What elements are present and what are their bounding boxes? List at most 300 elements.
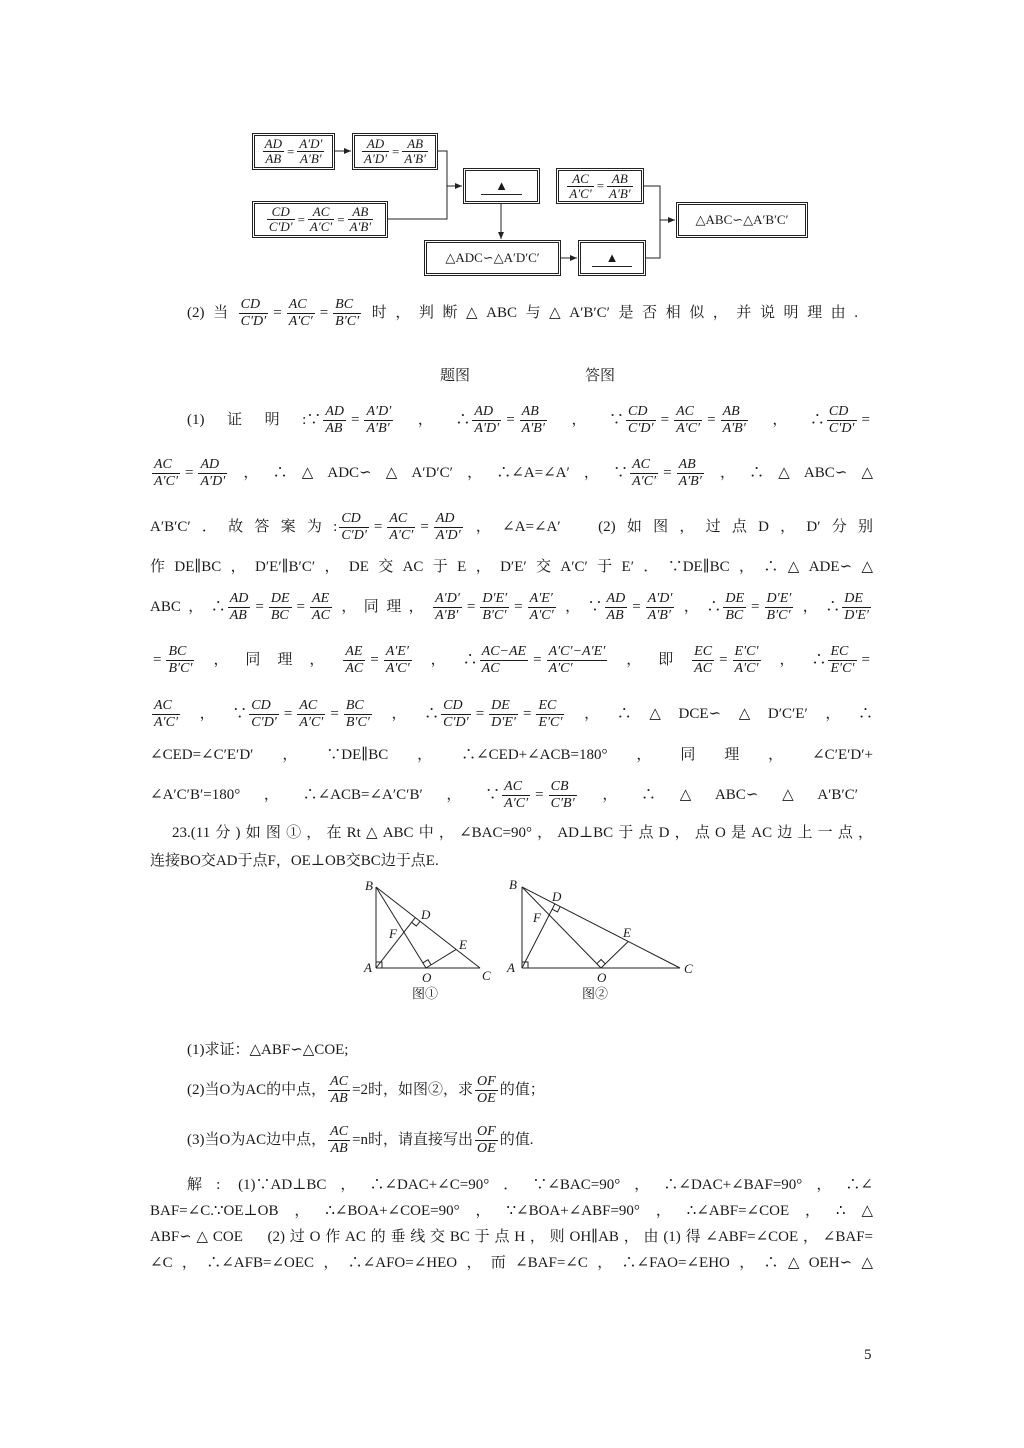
fraction-denominator: C′D′ xyxy=(828,421,855,437)
fraction xyxy=(348,205,374,234)
fraction-denominator: C′D′ xyxy=(240,314,267,330)
fraction xyxy=(269,591,292,624)
fraction xyxy=(308,205,334,234)
fraction-numerator: AC−AE xyxy=(481,644,527,660)
fraction xyxy=(475,1124,498,1157)
bracket-join-right xyxy=(644,186,660,258)
fraction-numerator: AE xyxy=(343,644,365,661)
fraction-denominator: A′C′ xyxy=(529,608,554,624)
fraction-denominator: C′D′ xyxy=(268,219,293,234)
solution-line xyxy=(187,400,873,440)
fraction-denominator: OE xyxy=(477,1091,496,1107)
fraction xyxy=(343,644,365,677)
fraction xyxy=(152,698,180,731)
fraction-numerator: AC xyxy=(567,172,593,187)
fraction-numerator: AC xyxy=(297,698,325,715)
fraction-numerator: EC xyxy=(828,644,856,661)
fraction xyxy=(721,404,748,437)
segment-bc xyxy=(376,887,480,968)
fraction-denominator: AB xyxy=(265,151,282,166)
fraction-numerator: EC xyxy=(536,698,564,715)
text-run: ，∠A=∠A′ (2)如图，过点D，D′分别 xyxy=(464,519,874,535)
point-label-o: O xyxy=(597,970,607,985)
fraction-numerator: A′E′ xyxy=(384,644,412,661)
fraction xyxy=(630,457,658,490)
fraction-denominator: A′C′ xyxy=(504,796,529,812)
fraction-denominator: A′C′ xyxy=(734,661,759,677)
fraction-numerator: AB xyxy=(348,205,374,220)
fraction xyxy=(344,698,372,731)
fraction xyxy=(520,404,547,437)
fraction xyxy=(297,137,324,166)
blank-triangle-mark: ▲ xyxy=(481,178,522,195)
fraction-numerator: BC xyxy=(333,297,361,314)
fraction-denominator: BC xyxy=(725,608,744,624)
fraction-denominator: A′B′ xyxy=(349,219,372,234)
point-label-d: D xyxy=(421,907,431,922)
equals-sign: = xyxy=(522,706,532,722)
fraction-numerator: CB xyxy=(549,779,577,796)
fraction xyxy=(765,591,794,624)
fraction-denominator: AC xyxy=(481,661,500,677)
fraction-numerator: AC xyxy=(287,297,315,314)
fraction xyxy=(723,591,746,624)
segment-ad xyxy=(522,904,555,968)
fraction-numerator: AC xyxy=(152,457,180,474)
right-angle-mark-d xyxy=(552,907,560,912)
fraction-denominator: AC xyxy=(312,608,330,624)
fraction-numerator: A′D′ xyxy=(366,404,392,420)
fraction xyxy=(152,457,180,490)
equals-sign: = xyxy=(596,178,605,193)
fraction-denominator: A′D′ xyxy=(364,151,388,166)
fraction xyxy=(827,404,857,437)
fraction-denominator: A′C′ xyxy=(288,314,313,330)
fraction-denominator: C′D′ xyxy=(628,421,654,437)
point-label-f: F xyxy=(533,910,541,925)
fraction-denominator: C′D′ xyxy=(443,715,469,731)
fraction-denominator: A′C′ xyxy=(309,219,333,234)
equals-sign: = xyxy=(373,519,383,535)
fraction-numerator: AB xyxy=(520,404,547,421)
fraction-denominator: AB xyxy=(229,608,247,624)
text-run: ∠CED=∠C′E′D′，∵DE∥BC，∴∠CED+∠ACB=180°，同理，∠C′E′D′+ xyxy=(150,747,873,763)
equals-sign: = xyxy=(351,412,360,428)
flow-box-similar-abc xyxy=(676,202,808,238)
text-run: ，∵ xyxy=(548,412,625,428)
equals-sign: = xyxy=(286,143,295,159)
solution-line xyxy=(150,453,873,493)
fraction xyxy=(228,591,251,624)
fraction xyxy=(842,591,871,624)
flow-box-similar-adc xyxy=(424,240,561,276)
fraction-numerator: AC xyxy=(630,457,658,474)
text-run: ，∴△ADC∽△A′D′C′，∴∠A=∠A′，∵ xyxy=(229,465,629,481)
fraction xyxy=(502,779,530,812)
fraction xyxy=(434,511,463,544)
flow-box-given-ratio xyxy=(252,133,335,170)
equals-sign: = xyxy=(533,652,542,668)
text-run: ，即 xyxy=(609,652,691,668)
fraction xyxy=(536,698,564,731)
fraction-denominator: A′B′ xyxy=(435,608,459,624)
fraction-numerator: AD xyxy=(606,591,626,607)
text-run: ，∴ xyxy=(676,599,722,615)
fraction-denominator: AB xyxy=(606,608,624,624)
page-number: 5 xyxy=(864,1347,872,1363)
fraction xyxy=(605,591,628,624)
fraction-numerator: AC xyxy=(674,404,702,421)
fraction xyxy=(489,698,518,731)
fraction xyxy=(547,644,608,677)
fraction-numerator: AD xyxy=(325,404,345,420)
equals-sign: = xyxy=(185,465,194,481)
fraction xyxy=(249,698,279,731)
segment-bc xyxy=(522,887,680,968)
fraction xyxy=(402,137,428,166)
fraction-denominator: A′C′ xyxy=(385,661,410,677)
equals-sign: = xyxy=(466,599,476,615)
fraction-numerator: AE xyxy=(310,591,332,608)
fraction-numerator: AD xyxy=(472,404,501,421)
fraction-denominator: B′C′ xyxy=(168,661,193,677)
fraction-denominator: AC xyxy=(345,661,364,677)
equals-sign: = xyxy=(153,652,162,668)
equals-sign: = xyxy=(535,787,544,803)
point-label-a: A xyxy=(364,960,372,975)
question-figure-label: 题图 xyxy=(440,368,471,384)
text-run: (1)求证：△ABF∽△COE; xyxy=(187,1042,349,1058)
fraction-denominator: A′C′ xyxy=(569,185,592,201)
figure-2-caption: 图② xyxy=(581,986,609,1001)
text-run: A′B′C′．故答案为: xyxy=(150,519,338,535)
fraction-denominator: A′C′ xyxy=(632,474,657,490)
fraction-denominator: B′C′ xyxy=(335,314,360,330)
problem-23-answer-line xyxy=(150,1243,873,1283)
text-run: 连接BO交AD于点F，OE⊥OB交BC边于点E. xyxy=(150,853,439,869)
flow-box-blank-step-1 xyxy=(463,168,540,204)
fraction-denominator: A′D′ xyxy=(435,528,461,544)
fraction-denominator: A′B′ xyxy=(300,151,322,166)
fraction xyxy=(828,644,856,677)
text-run: (2)当O为AC的中点， xyxy=(187,1082,327,1098)
fraction-numerator: AC xyxy=(502,779,530,796)
fraction xyxy=(528,591,556,624)
fraction xyxy=(646,591,675,624)
fraction xyxy=(267,205,295,234)
flow-box-given-three-ratios xyxy=(252,201,388,238)
text-run: 的值. xyxy=(499,1132,534,1148)
text-run: 时，判断△ABC与△A′B′C′是否相似，并说明理由. xyxy=(363,305,858,321)
fraction xyxy=(387,511,415,544)
fraction xyxy=(339,511,369,544)
figure-1 xyxy=(363,878,491,1001)
fraction xyxy=(733,644,761,677)
point-label-e: E xyxy=(623,925,631,940)
fraction-denominator: A′C′ xyxy=(299,715,324,731)
equals-sign: = xyxy=(283,706,293,722)
equals-sign: = xyxy=(319,305,329,321)
fraction-denominator: AB xyxy=(330,1091,348,1107)
fraction-denominator: AB xyxy=(330,1141,348,1157)
figure-1-caption: 图① xyxy=(411,986,439,1001)
text-run: 的值； xyxy=(499,1082,545,1098)
fraction xyxy=(549,779,577,812)
fraction-numerator: E′C′ xyxy=(734,644,759,660)
segment-ad xyxy=(376,918,415,968)
fraction xyxy=(441,698,471,731)
fraction-denominator: A′B′ xyxy=(722,421,746,437)
fraction xyxy=(323,404,346,437)
fraction xyxy=(166,644,194,677)
fraction-numerator: A′D′ xyxy=(435,591,460,607)
text-run: ABF∽△COE (2)过O作AC的垂线交BC于点H，则OH∥AB，由(1)得∠ABF=∠COE，∠BAF= xyxy=(150,1229,873,1245)
segment-oe xyxy=(601,942,628,969)
fraction xyxy=(310,591,332,624)
text-run: ABC，∴ xyxy=(150,599,226,615)
text-run: (2)当 xyxy=(187,305,237,321)
fraction-denominator: BC xyxy=(270,608,289,624)
fraction-denominator: D′E′ xyxy=(491,715,516,731)
text-run: ，∵ xyxy=(182,706,248,722)
equals-sign: = xyxy=(255,599,264,615)
figure-2 xyxy=(506,877,693,1001)
fraction-numerator: AB xyxy=(402,137,428,152)
fraction xyxy=(328,1124,350,1157)
equals-sign: = xyxy=(707,412,716,428)
fraction-numerator: CD xyxy=(267,205,295,220)
fraction-denominator: D′E′ xyxy=(844,608,869,624)
equals-sign: = xyxy=(660,412,670,428)
fraction-numerator: AB xyxy=(677,457,704,474)
fraction-denominator: AC xyxy=(694,661,713,677)
fraction-numerator: A′D′ xyxy=(647,591,673,607)
fraction-numerator: DE xyxy=(489,698,518,715)
equals-sign: = xyxy=(337,211,345,227)
point-label-f: F xyxy=(389,926,397,941)
point-label-b: B xyxy=(365,878,373,893)
equals-sign: = xyxy=(420,519,429,535)
fraction-denominator: AB xyxy=(325,421,343,437)
text-run: ，∴△ABC∽△ xyxy=(705,465,873,481)
segment-oe xyxy=(426,949,456,968)
fraction-numerator: CD xyxy=(239,297,269,314)
fraction xyxy=(480,644,528,677)
text-run: ∠A′C′B′=180°，∴∠ACB=∠A′C′B′，∵ xyxy=(150,787,501,803)
fraction-numerator: AC xyxy=(330,1124,349,1140)
fraction xyxy=(607,172,633,201)
solution-line xyxy=(150,507,873,547)
problem-23-stem-line xyxy=(150,841,873,881)
fraction-numerator: AC xyxy=(330,1074,349,1090)
point-label-e: E xyxy=(459,937,467,952)
point-label-d: D xyxy=(552,889,562,904)
fraction-denominator: A′D′ xyxy=(200,474,226,490)
fraction xyxy=(433,591,462,624)
flow-box-rearranged-ratio xyxy=(352,133,438,170)
fraction-denominator: C′D′ xyxy=(341,528,367,544)
fraction-numerator: DE xyxy=(725,591,745,607)
text-run: =2时，如图②，求 xyxy=(352,1082,474,1098)
fraction xyxy=(677,457,704,490)
fraction xyxy=(297,698,325,731)
fraction-numerator: D′E′ xyxy=(482,591,508,607)
flow-box-ratio-ac-ab xyxy=(556,168,644,204)
fraction xyxy=(692,644,714,677)
fraction xyxy=(364,404,393,437)
fraction xyxy=(674,404,702,437)
fraction-numerator: AD xyxy=(229,591,249,607)
text-run: ，∴ xyxy=(762,652,827,668)
fraction xyxy=(239,297,269,330)
fraction xyxy=(328,1074,350,1107)
text-run: ，同理， xyxy=(333,599,432,615)
text-run: ，∴ xyxy=(395,412,471,428)
fraction-numerator: CD xyxy=(249,698,279,715)
point-label-c: C xyxy=(684,961,693,976)
fraction-numerator: BC xyxy=(344,698,372,715)
fraction-denominator: A′C′ xyxy=(154,715,179,731)
equals-sign: = xyxy=(330,706,339,722)
text-run: △ADC∽△A′D′C′ xyxy=(445,250,540,265)
fraction-numerator: OF xyxy=(477,1074,496,1090)
text-run: ，同理， xyxy=(196,652,342,668)
blank-triangle-mark: ▲ xyxy=(592,250,633,267)
equals-sign: = xyxy=(297,211,305,227)
fraction-numerator: A′E′ xyxy=(528,591,556,608)
equals-sign: = xyxy=(632,599,641,615)
fraction-numerator: D′E′ xyxy=(766,591,792,607)
solution-line xyxy=(150,694,873,734)
fraction-numerator: DE xyxy=(270,591,290,607)
right-angle-mark-o xyxy=(597,960,606,964)
equals-sign: = xyxy=(751,599,760,615)
question-part-2 xyxy=(187,293,858,333)
fraction-denominator: A′B′ xyxy=(647,608,671,624)
fraction-numerator: AC xyxy=(387,511,415,528)
equals-sign: = xyxy=(392,143,400,159)
fraction-numerator: AD xyxy=(362,137,389,152)
flow-box-blank-step-2 xyxy=(578,240,646,276)
text-run: BAF=∠C.∵OE⊥OB，∴∠BOA+∠COE=90°，∵∠BOA+∠ABF=90°，∴∠ABF=∠COE，∴△ xyxy=(150,1203,873,1219)
text-run: ，∴ xyxy=(373,706,440,722)
text-run: ，∴ xyxy=(413,652,478,668)
fraction-denominator: A′B′ xyxy=(609,185,631,201)
fraction xyxy=(475,1074,498,1107)
text-run: 23.(11分)如图①，在Rt△ABC中，∠BAC=90°，AD⊥BC于点D，点O是AC边上一点， xyxy=(172,825,873,841)
right-angle-mark-a xyxy=(522,962,528,968)
fraction xyxy=(384,644,412,677)
text-run: ，∴△DCE∽△D′C′E′，∴ xyxy=(566,706,873,722)
right-angle-mark-d xyxy=(412,921,420,926)
fraction-denominator: A′C′ xyxy=(676,421,701,437)
fraction-denominator: A′D′ xyxy=(474,421,500,437)
fraction-numerator: DE xyxy=(842,591,871,608)
text-run: ∠C，∴∠AFB=∠OEC，∴∠AFO=∠HEO，而∠BAF=∠C，∴∠FAO=∠EHO，∴△OEH∽△ xyxy=(150,1255,873,1271)
fraction-denominator: A′C′ xyxy=(548,661,573,677)
solution-line xyxy=(150,640,873,680)
text-run: ，∴ xyxy=(749,412,825,428)
fraction-denominator: A′C′ xyxy=(389,528,414,544)
fraction-denominator: A′B′ xyxy=(366,421,390,437)
equals-sign: = xyxy=(861,412,870,428)
fraction-numerator: A′D′ xyxy=(299,136,323,151)
text-run: △ABC∽△A′B′C′ xyxy=(695,212,789,227)
fraction-numerator: CD xyxy=(626,404,656,421)
fraction-numerator: AC xyxy=(152,698,180,715)
fraction-denominator: E′C′ xyxy=(538,715,563,731)
equals-sign: = xyxy=(506,412,515,428)
right-angle-mark-o xyxy=(423,960,431,965)
fraction-numerator: AD xyxy=(434,511,463,528)
fraction-denominator: B′C′ xyxy=(345,715,370,731)
fraction xyxy=(567,172,593,201)
segment-bo xyxy=(376,887,426,968)
fraction-denominator: C′D′ xyxy=(251,715,277,731)
fraction-denominator: E′C′ xyxy=(830,661,855,677)
right-angle-mark-a xyxy=(376,962,382,968)
solution-line xyxy=(150,775,858,815)
fraction-numerator: AC xyxy=(308,205,334,220)
equals-sign: = xyxy=(514,599,523,615)
text-run: (1)证明:∵ xyxy=(187,412,322,428)
text-run: ，∴ xyxy=(795,599,841,615)
fraction-numerator: OF xyxy=(477,1124,496,1140)
solution-line xyxy=(150,735,873,775)
equals-sign: = xyxy=(296,599,306,615)
equals-sign: = xyxy=(663,465,672,481)
equals-sign: = xyxy=(861,652,870,668)
solution-line xyxy=(150,587,873,627)
segment-bo xyxy=(522,887,601,968)
problem-23-question xyxy=(187,1070,873,1110)
problem-23-question xyxy=(187,1120,873,1160)
text-run: (3)当O为AC边中点， xyxy=(187,1132,327,1148)
fraction-denominator: B′C′ xyxy=(766,608,791,624)
fraction-denominator: A′B′ xyxy=(678,474,702,490)
fraction-denominator: A′C′ xyxy=(154,474,179,490)
text-run: ，∴△ABC∽△A′B′C′ xyxy=(578,787,858,803)
fraction xyxy=(480,591,509,624)
fraction-numerator: AB xyxy=(721,404,748,421)
fraction xyxy=(333,297,361,330)
problem-23-question xyxy=(187,1030,873,1070)
answer-figure-label: 答图 xyxy=(585,368,616,384)
fraction-numerator: CD xyxy=(827,404,857,421)
text-run: 解: (1)∵AD⊥BC，∴∠DAC+∠C=90°．∵∠BAC=90°，∴∠DAC+∠BAF=90°，∴∠ xyxy=(187,1177,873,1193)
text-run: =n时，请直接写出 xyxy=(352,1132,474,1148)
fraction xyxy=(287,297,315,330)
point-label-o: O xyxy=(422,970,432,985)
fraction-numerator: AD xyxy=(198,457,227,474)
fraction-denominator: A′B′ xyxy=(521,421,545,437)
equals-sign: = xyxy=(475,706,485,722)
fraction-denominator: B′C′ xyxy=(482,608,507,624)
equals-sign: = xyxy=(370,652,379,668)
fraction-numerator: BC xyxy=(166,644,194,661)
equals-sign: = xyxy=(719,652,728,668)
solution-line xyxy=(150,547,873,587)
point-label-b: B xyxy=(509,877,517,892)
text-run: 作DE∥BC，D′E′∥B′C′，DE交AC于E，D′E′交A′C′于E′．∵DE∥BC，∴△ADE∽△ xyxy=(150,559,873,575)
point-label-a: A xyxy=(507,960,515,975)
text-run: ，∵ xyxy=(557,599,603,615)
fraction-denominator: A′B′ xyxy=(404,151,426,166)
fraction-numerator: AB xyxy=(607,172,633,187)
fraction-denominator: OE xyxy=(477,1141,496,1157)
fraction xyxy=(198,457,227,490)
fraction xyxy=(263,137,284,166)
